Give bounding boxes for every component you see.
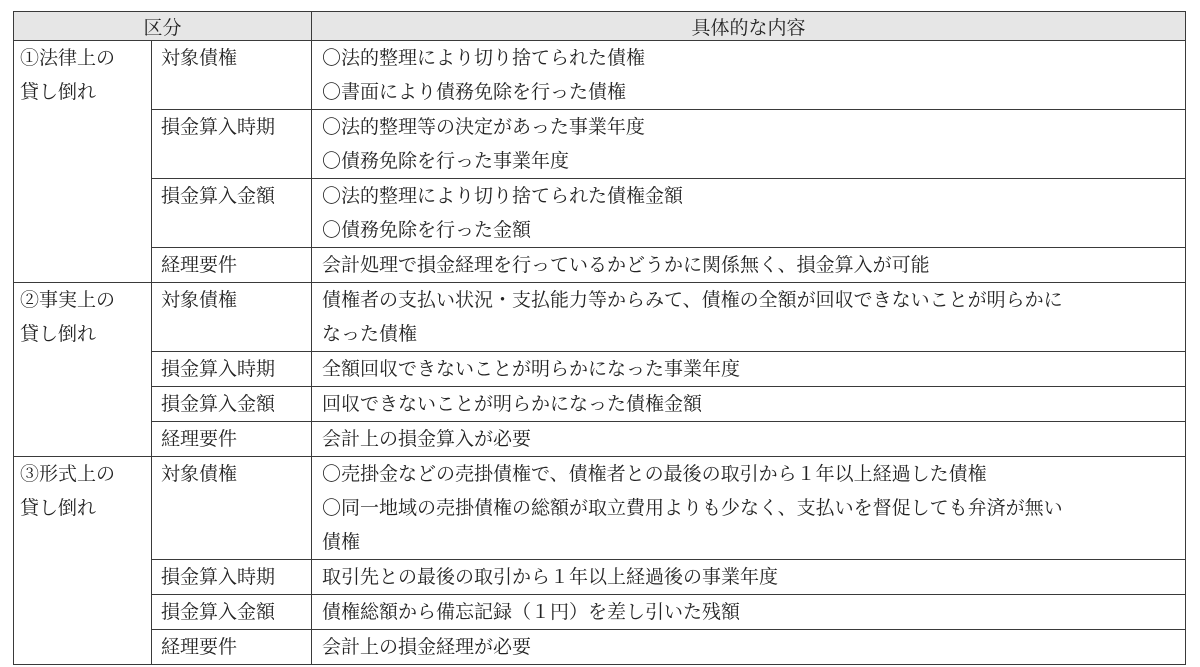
category-cell — [14, 283, 152, 457]
table-row — [14, 560, 1186, 595]
table-row — [14, 283, 1186, 352]
content-cell — [312, 387, 1186, 422]
item-cell: 経理要件 — [152, 630, 312, 665]
content-line: 債権者の支払い状況・支払能力等からみて、債権の全額が回収できないことが明らかに — [322, 289, 1063, 311]
content-line: 〇法的整理により切り捨てられた債権 — [322, 47, 646, 69]
content-line: 債権 — [322, 531, 361, 553]
content-line: 〇法的整理等の決定があった事業年度 — [322, 116, 645, 138]
content-cell — [312, 595, 1186, 630]
table-row — [14, 352, 1186, 387]
content-line: 会計処理で損金経理を行っているかどうかに関係無く、損金算入が可能 — [322, 254, 930, 276]
table-row — [14, 179, 1186, 248]
table-row — [14, 387, 1186, 422]
category-name-line: 貸し倒れ — [20, 81, 97, 103]
category-cell — [14, 41, 152, 283]
content-cell — [312, 283, 1186, 352]
item-cell: 対象債権 — [152, 41, 312, 110]
table-row — [14, 457, 1186, 560]
content-line: 〇売掛金などの売掛債権で、債権者との最後の取引から１年以上経過した債権 — [322, 463, 987, 485]
content-line: 会計上の損金算入が必要 — [322, 428, 532, 450]
bad-debt-table-container — [13, 11, 1186, 665]
content-line: 全額回収できないことが明らかになった事業年度 — [322, 358, 741, 380]
table-row — [14, 595, 1186, 630]
table-row — [14, 110, 1186, 179]
content-cell — [312, 110, 1186, 179]
content-cell — [312, 41, 1186, 110]
content-line: 会計上の損金経理が必要 — [322, 636, 532, 658]
header-content: 具体的な内容 — [312, 12, 1186, 41]
content-line: 債権総額から備忘記録（１円）を差し引いた残額 — [322, 601, 741, 623]
table-row — [14, 41, 1186, 110]
item-cell: 損金算入金額 — [152, 179, 312, 248]
content-line: 〇書面により債務免除を行った債権 — [322, 81, 627, 103]
table-row — [14, 422, 1186, 457]
content-cell — [312, 560, 1186, 595]
content-line: 〇債務免除を行った事業年度 — [322, 150, 570, 172]
item-cell: 損金算入金額 — [152, 595, 312, 630]
item-cell: 経理要件 — [152, 422, 312, 457]
item-cell: 損金算入時期 — [152, 110, 312, 179]
category-cell — [14, 457, 152, 665]
bad-debt-table — [13, 11, 1186, 665]
item-cell: 損金算入金額 — [152, 387, 312, 422]
content-line: 回収できないことが明らかになった債権金額 — [322, 393, 703, 415]
content-cell — [312, 422, 1186, 457]
header-category: 区分 — [14, 12, 312, 41]
content-line: 〇同一地域の売掛債権の総額が取立費用よりも少なく、支払いを督促しても弁済が無い — [322, 497, 1063, 519]
category-name-line: 貸し倒れ — [20, 497, 97, 519]
item-cell: 対象債権 — [152, 457, 312, 560]
content-cell — [312, 630, 1186, 665]
table-row — [14, 248, 1186, 283]
category-name-line: ③形式上の — [20, 463, 116, 485]
content-line: 〇債務免除を行った金額 — [322, 219, 532, 241]
category-name-line: ②事実上の — [20, 289, 116, 311]
category-name-line: 貸し倒れ — [20, 323, 97, 345]
item-cell: 経理要件 — [152, 248, 312, 283]
content-line: 〇法的整理により切り捨てられた債権金額 — [322, 185, 684, 207]
item-cell: 対象債権 — [152, 283, 312, 352]
item-cell: 損金算入時期 — [152, 352, 312, 387]
content-cell — [312, 457, 1186, 560]
content-line: 取引先との最後の取引から１年以上経過後の事業年度 — [322, 566, 779, 588]
content-cell — [312, 352, 1186, 387]
header-row — [14, 12, 1186, 41]
content-line: なった債権 — [322, 323, 418, 345]
content-cell — [312, 179, 1186, 248]
category-name-line: ①法律上の — [20, 47, 116, 69]
item-cell: 損金算入時期 — [152, 560, 312, 595]
table-row — [14, 630, 1186, 665]
content-cell — [312, 248, 1186, 283]
